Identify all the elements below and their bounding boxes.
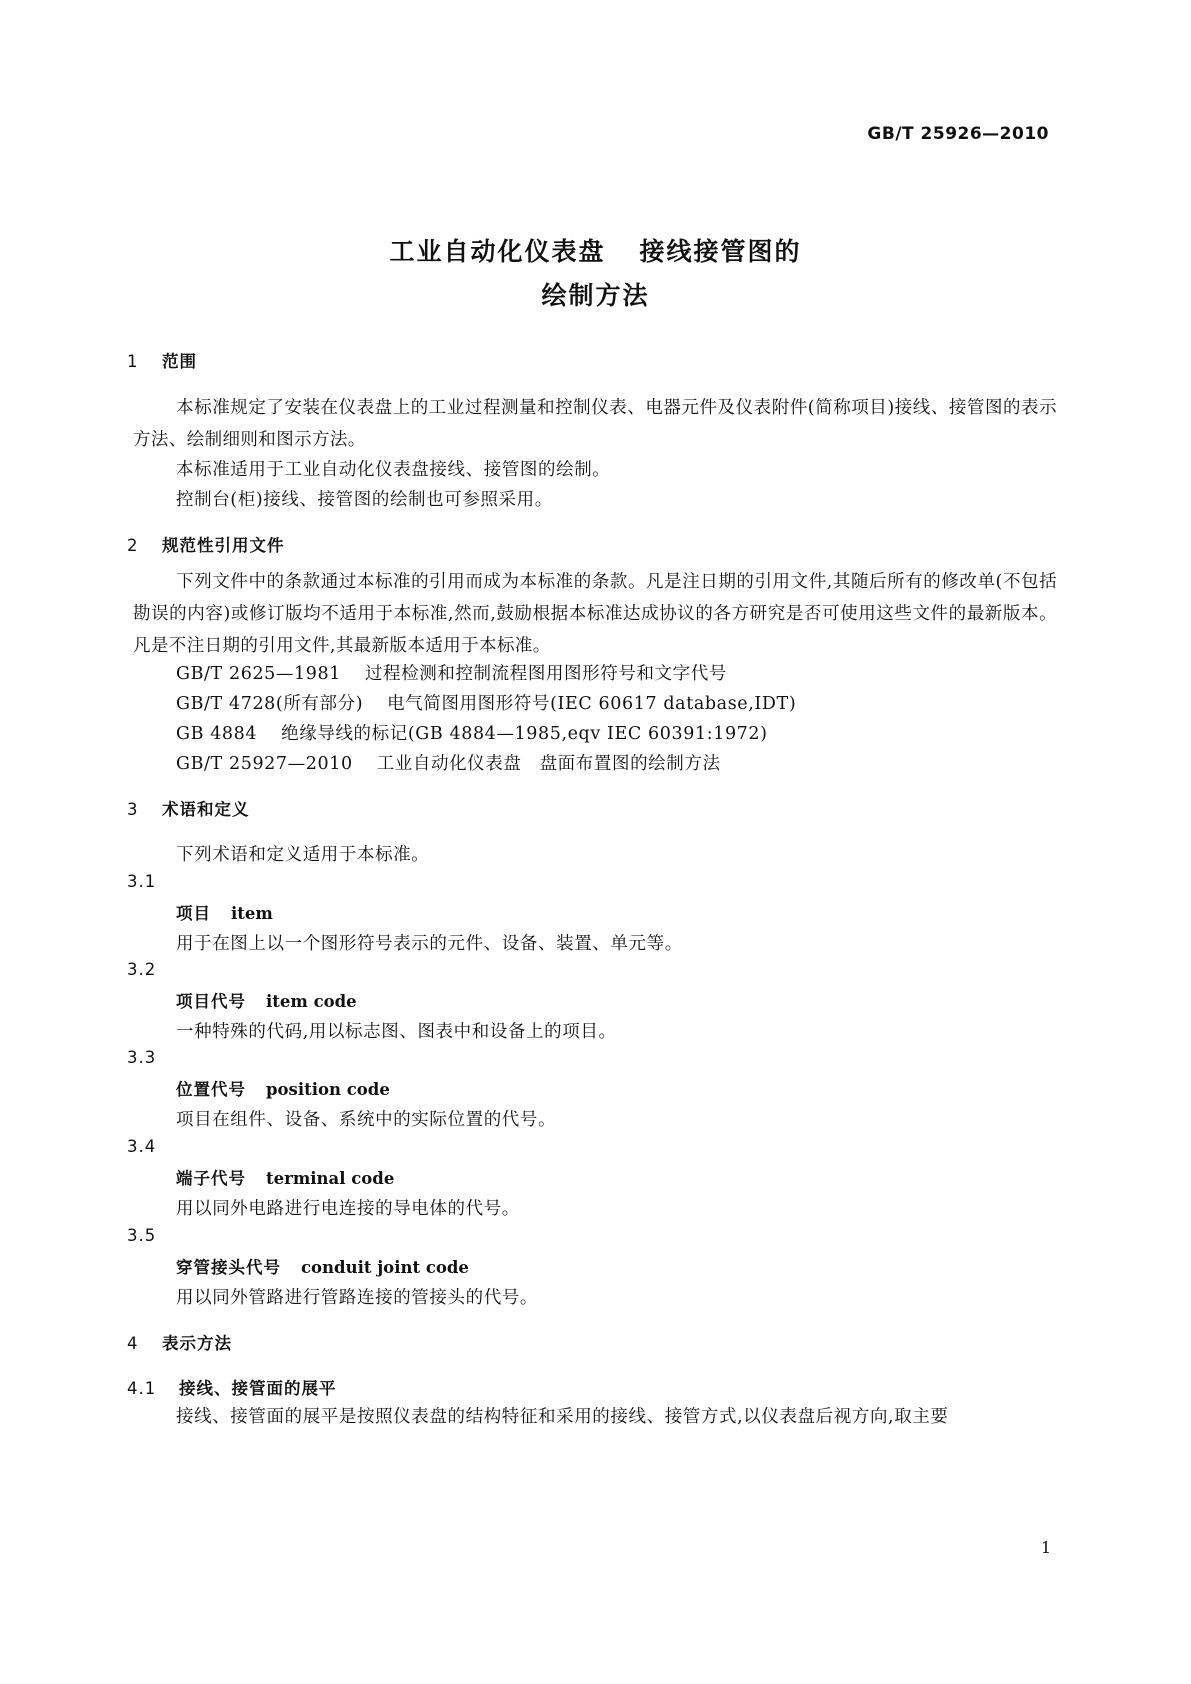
- section-number: 2: [127, 536, 139, 555]
- term-zh: 端子代号: [176, 1169, 246, 1188]
- term-en: position code: [266, 1080, 390, 1099]
- subsection-number: 4.1: [127, 1379, 157, 1398]
- section-4-heading: [127, 1330, 232, 1354]
- section-1-para-2: 本标准适用于工业自动化仪表盘接线、接管图的绘制。: [176, 460, 611, 480]
- reference-item: [176, 750, 721, 775]
- subsection-4-1-text: 接线、接管面的展平是按照仪表盘的结构特征和采用的接线、接管方式,以仪表盘后视方向,取主要: [176, 1407, 949, 1427]
- reference-code: GB 4884: [176, 724, 258, 744]
- term-zh: 项目: [176, 904, 211, 923]
- term-zh: 穿管接头代号: [176, 1258, 281, 1277]
- paragraph-text: 本标准规定了安装在仪表盘上的工业过程测量和控制仪表、电器元件及仪表附件(简称项目)接线、接管图的表示方法、绘制细则和图示方法。: [133, 398, 1057, 450]
- term-number: 3.2: [127, 960, 157, 979]
- section-3-intro: 下列术语和定义适用于本标准。: [176, 845, 430, 865]
- subsection-title: 接线、接管面的展平: [179, 1379, 337, 1398]
- title-part-1: 工业自动化仪表盘: [389, 237, 606, 266]
- section-title: 术语和定义: [162, 800, 250, 819]
- section-number: 1: [127, 352, 139, 371]
- term-number: 3.4: [127, 1137, 157, 1156]
- term-en: item code: [266, 992, 357, 1011]
- term-definition: 项目在组件、设备、系统中的实际位置的代号。: [176, 1110, 557, 1130]
- reference-code: GB/T 2625—1981: [176, 664, 341, 684]
- title-line-1: [0, 230, 1191, 274]
- reference-code: GB/T 25927—2010: [176, 754, 353, 774]
- section-title: 规范性引用文件: [162, 536, 285, 555]
- reference-title: 绝缘导线的标记(GB 4884—1985,eqv IEC 60391:1972): [281, 724, 768, 744]
- section-title: 范围: [162, 352, 197, 371]
- page-number: 1: [1040, 1538, 1051, 1557]
- term-zh: 位置代号: [176, 1080, 246, 1099]
- term-heading: [176, 900, 273, 924]
- reference-item: [176, 690, 796, 715]
- section-1-para-1: [133, 392, 1057, 456]
- section-1-para-3: 控制台(柜)接线、接管图的绘制也可参照采用。: [176, 490, 553, 510]
- term-number: 3.3: [127, 1048, 157, 1067]
- section-2-heading: [127, 532, 285, 556]
- term-heading: [176, 988, 357, 1012]
- section-number: 4: [127, 1334, 139, 1353]
- term-number: 3.5: [127, 1226, 157, 1245]
- paragraph-text: 下列文件中的条款通过本标准的引用而成为本标准的条款。凡是注日期的引用文件,其随后所有的修改单(不包括勘误的内容)或修订版均不适用于本标准,然而,鼓励根据本标准达成协议的各方研究是否可使用这些文件的最新版本。凡是不注日期的引用文件,其最新版本适用于本标准。: [133, 572, 1057, 656]
- term-heading: [176, 1076, 390, 1100]
- reference-code: GB/T 4728(所有部分): [176, 694, 364, 714]
- term-en: conduit joint code: [301, 1258, 469, 1277]
- document-title: [0, 230, 1191, 318]
- term-heading: [176, 1254, 469, 1278]
- subsection-4-1-heading: [127, 1375, 337, 1399]
- section-2-intro: [133, 566, 1057, 662]
- title-part-2: 接线接管图的: [639, 237, 802, 266]
- title-line-2: 绘制方法: [541, 281, 650, 310]
- term-definition: 用以同外管路进行管路连接的管接头的代号。: [176, 1288, 538, 1308]
- reference-title: 过程检测和控制流程图用图形符号和文字代号: [364, 664, 727, 684]
- section-number: 3: [127, 800, 139, 819]
- section-title: 表示方法: [162, 1334, 232, 1353]
- reference-title: 工业自动化仪表盘 盘面布置图的绘制方法: [376, 754, 721, 774]
- term-number: 3.1: [127, 872, 157, 891]
- section-1-heading: [127, 348, 197, 372]
- term-heading: [176, 1165, 394, 1189]
- standard-code: GB/T 25926—2010: [867, 124, 1049, 144]
- reference-item: [176, 720, 768, 745]
- term-definition: 用以同外电路进行电连接的导电体的代号。: [176, 1199, 520, 1219]
- term-en: item: [231, 904, 273, 923]
- term-definition: 用于在图上以一个图形符号表示的元件、设备、装置、单元等。: [176, 934, 683, 954]
- term-en: terminal code: [266, 1169, 395, 1188]
- term-definition: 一种特殊的代码,用以标志图、图表中和设备上的项目。: [176, 1022, 617, 1042]
- term-zh: 项目代号: [176, 992, 246, 1011]
- reference-item: [176, 660, 727, 685]
- reference-title: 电气简图用图形符号(IEC 60617 database,IDT): [387, 694, 797, 714]
- section-3-heading: [127, 796, 250, 820]
